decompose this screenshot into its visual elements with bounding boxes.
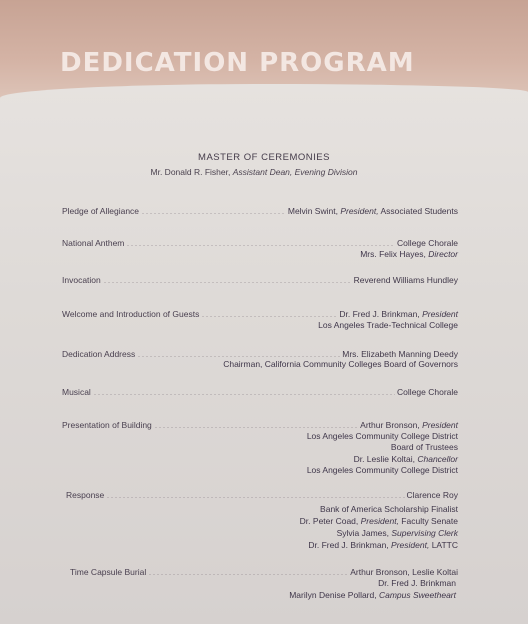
leader-dots xyxy=(148,574,348,575)
entry-subline: Dr. Leslie Koltai, Chancellor xyxy=(353,454,458,464)
leader-dots xyxy=(154,427,358,428)
program-entry xyxy=(62,349,458,359)
entry-participant: Clarence Roy xyxy=(406,490,458,500)
entry-participant: Melvin Swint, President, Associated Students xyxy=(287,206,458,216)
entry-subline: Board of Trustees xyxy=(390,442,458,452)
entry-subline: Dr. Fred J. Brinkman, President, LATTC xyxy=(308,540,458,550)
page-title: DEDICATION PROGRAM xyxy=(60,48,415,78)
entry-label: Invocation xyxy=(62,275,101,285)
entry-subline: Dr. Peter Coad, President, Faculty Senate xyxy=(299,516,458,526)
leader-dots xyxy=(137,356,340,357)
entry-label: Musical xyxy=(62,387,91,397)
master-name: Mr. Donald R. Fisher, xyxy=(150,167,231,177)
entry-subline: Sylvia James, Supervising Clerk xyxy=(336,528,458,538)
entry-label: National Anthem xyxy=(62,238,125,248)
program-entry xyxy=(62,309,458,319)
entry-participant: Dr. Fred J. Brinkman, President xyxy=(339,309,458,319)
program-entry xyxy=(70,567,458,577)
entry-participant: Arthur Bronson, Leslie Koltai xyxy=(350,567,458,577)
entry-subline: Los Angeles Trade-Technical College xyxy=(318,320,458,330)
program-entry xyxy=(66,490,458,500)
master-heading: MASTER OF CEREMONIES xyxy=(198,152,330,163)
program-entry xyxy=(62,387,458,397)
entry-participant: Arthur Bronson, President xyxy=(360,420,458,430)
entry-participant: Reverend Williams Hundley xyxy=(353,275,458,285)
entry-subline: Dr. Fred J. Brinkman xyxy=(378,578,456,588)
leader-dots xyxy=(141,213,286,214)
entry-label: Welcome and Introduction of Guests xyxy=(62,309,200,319)
master-title: Assistant Dean, Evening Division xyxy=(232,167,358,177)
program-entry xyxy=(62,238,458,248)
entry-subline: Mrs. Felix Hayes, Director xyxy=(360,249,458,259)
entry-label: Response xyxy=(66,490,105,500)
program-entry xyxy=(62,206,458,216)
entry-subline: Los Angeles Community College District xyxy=(306,431,458,441)
entry-participant: Mrs. Elizabeth Manning Deedy xyxy=(342,349,458,359)
master-name-line xyxy=(0,167,518,177)
entry-label: Time Capsule Burial xyxy=(70,567,147,577)
leader-dots xyxy=(93,394,395,395)
entry-participant: College Chorale xyxy=(397,387,458,397)
entry-participant: College Chorale xyxy=(397,238,458,248)
entry-label: Presentation of Building xyxy=(62,420,152,430)
entry-subline: Bank of America Scholarship Finalist xyxy=(320,504,458,514)
entry-subline: Los Angeles Community College District xyxy=(306,465,458,475)
entry-label: Dedication Address xyxy=(62,349,136,359)
entry-label: Pledge of Allegiance xyxy=(62,206,140,216)
leader-dots xyxy=(126,245,395,246)
leader-dots xyxy=(201,316,337,317)
entry-subline: Chairman, California Community Colleges Board of Governors xyxy=(223,359,458,369)
entry-subline: Marilyn Denise Pollard, Campus Sweetheart xyxy=(289,590,456,600)
program-entry xyxy=(62,275,458,285)
leader-dots xyxy=(106,497,404,498)
leader-dots xyxy=(103,282,352,283)
program-entry xyxy=(62,420,458,430)
